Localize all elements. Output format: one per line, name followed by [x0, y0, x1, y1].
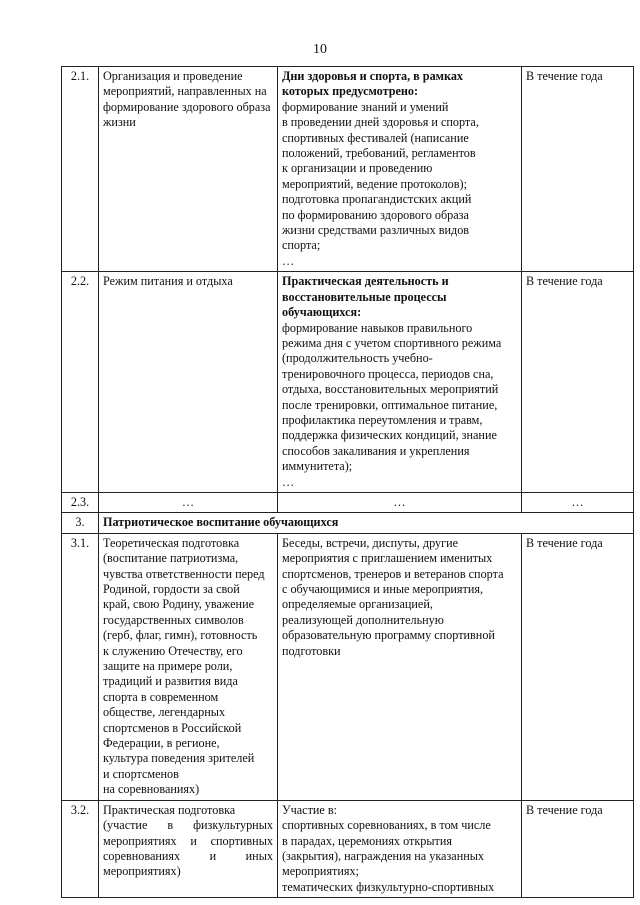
content-line: к организации и проведению — [282, 161, 433, 176]
name-line: (герб, флаг, гимн), готовность — [103, 628, 258, 643]
event-period: В течение года — [522, 800, 634, 897]
name-line: на соревнованиях) — [103, 782, 200, 797]
content-line: формирование навыков правильного — [282, 320, 473, 335]
name-line: защите на примере роли, — [103, 659, 233, 674]
content-heading: Дни здоровья и спорта, в рамках — [282, 69, 464, 83]
name-line: спортсменов в Российской — [103, 720, 242, 735]
content-heading: Практическая деятельность и — [282, 274, 449, 289]
name-line: чувства ответственности перед — [103, 566, 265, 581]
content-heading: восстановительные процессы — [282, 289, 447, 304]
name-line: Практическая подготовка — [103, 802, 236, 817]
name-line: (воспитание патриотизма, — [103, 551, 239, 566]
content-line: профилактика переутомления и травм, — [282, 412, 483, 427]
content-line: реализующей дополнительную — [282, 612, 444, 627]
name-line: соревнованиях и иных — [103, 848, 273, 863]
content-line: тематических физкультурно-спортивных — [282, 879, 495, 894]
name-line: Федерации, в регионе, — [103, 736, 220, 751]
event-period: В течение года — [522, 67, 634, 272]
row-number: 2.3. — [62, 492, 99, 512]
table-row — [62, 272, 634, 493]
name-line: край, свою Родину, уважение — [103, 597, 255, 612]
event-content: … — [278, 492, 522, 512]
content-line: мероприятиях; — [282, 864, 359, 879]
event-content — [278, 533, 522, 800]
content-line: Участие в: — [282, 802, 338, 817]
content-line: формирование знаний и умений — [282, 99, 449, 114]
content-line: с обучающимися и иные мероприятия, — [282, 582, 484, 596]
section-number: 3. — [62, 513, 99, 533]
content-line: иммунитета); — [282, 459, 353, 474]
name-line: мероприятиях и спортивных — [103, 833, 273, 848]
content-heading: которых предусмотрено: — [282, 84, 419, 99]
content-line: спортивных соревнованиях, в том числе — [282, 818, 491, 833]
content-line: (закрытия), награждения на указанных — [282, 848, 485, 863]
event-name — [99, 533, 278, 800]
event-content — [278, 67, 522, 272]
content-line: спорта; — [282, 238, 321, 253]
content-line: тренировочного процесса, периодов сна, — [282, 366, 494, 381]
content-line: образовательную программу спортивной — [282, 628, 495, 643]
content-line: … — [282, 474, 295, 489]
event-period: В течение года — [522, 272, 634, 493]
name-line: (участие в физкультурных — [103, 818, 273, 833]
content-line: отдыха, восстановительных мероприятий — [282, 382, 499, 397]
content-line: поддержка физических кондиций, знание — [282, 428, 497, 443]
event-name: … — [99, 492, 278, 512]
table-row — [62, 67, 634, 272]
name-line: обществе, легендарных — [103, 705, 226, 720]
row-number: 3.2. — [62, 800, 99, 897]
event-content — [278, 800, 522, 897]
content-line: жизни средствами различных видов — [282, 223, 470, 238]
name-line: Родиной, гордости за свой — [103, 582, 240, 596]
table-row — [62, 533, 634, 800]
content-line: … — [282, 253, 295, 268]
content-line: способов закаливания и укрепления — [282, 443, 470, 458]
row-number: 3.1. — [62, 533, 99, 800]
content-line: после тренировки, оптимальное питание, — [282, 397, 498, 412]
name-line: мероприятиях) — [103, 864, 181, 879]
row-number: 2.1. — [62, 67, 99, 272]
content-line: по формированию здорового образа — [282, 207, 469, 222]
event-period: … — [522, 492, 634, 512]
content-line: Беседы, встречи, диспуты, другие — [282, 535, 459, 550]
name-line: культура поведения зрителей — [103, 751, 255, 766]
content-line: режима дня с учетом спортивного режима — [282, 335, 502, 350]
event-name — [99, 800, 278, 897]
table-row — [62, 492, 634, 512]
events-table — [61, 66, 634, 898]
content-line: (продолжительность учебно- — [282, 351, 433, 366]
name-line: и спортсменов — [103, 766, 179, 781]
name-line: Теоретическая подготовка — [103, 535, 240, 550]
content-line: мероприятий, ведение протоколов); — [282, 176, 467, 191]
content-line: подготовки — [282, 643, 341, 658]
name-line: государственных символов — [103, 612, 244, 627]
content-line: определяемые организацией, — [282, 597, 433, 612]
content-line: мероприятия с приглашением именитых — [282, 551, 493, 566]
content-line: спортсменов, тренеров и ветеранов спорта — [282, 566, 504, 581]
event-name: Организация и проведение мероприятий, направленных на формирование здорового образа жизни — [99, 67, 278, 272]
name-line: традиций и развития вида — [103, 674, 238, 689]
event-name: Режим питания и отдыха — [99, 272, 278, 493]
content-line: в парадах, церемониях открытия — [282, 833, 452, 848]
table-row — [62, 800, 634, 897]
content-heading: обучающихся: — [282, 305, 362, 320]
name-line: к служению Отечеству, его — [103, 643, 243, 658]
content-line: положений, требований, регламентов — [282, 146, 476, 161]
event-content — [278, 272, 522, 493]
content-line: спортивных фестивалей (написание — [282, 130, 469, 145]
name-line: спорта в современном — [103, 689, 219, 704]
event-period: В течение года — [522, 533, 634, 800]
section-title: Патриотическое воспитание обучающихся — [99, 513, 634, 533]
content-line: подготовка пропагандистских акций — [282, 192, 472, 207]
content-line: в проведении дней здоровья и спорта, — [282, 115, 479, 130]
row-number: 2.2. — [62, 272, 99, 493]
section-row — [62, 513, 634, 533]
page-number: 10 — [313, 42, 327, 57]
